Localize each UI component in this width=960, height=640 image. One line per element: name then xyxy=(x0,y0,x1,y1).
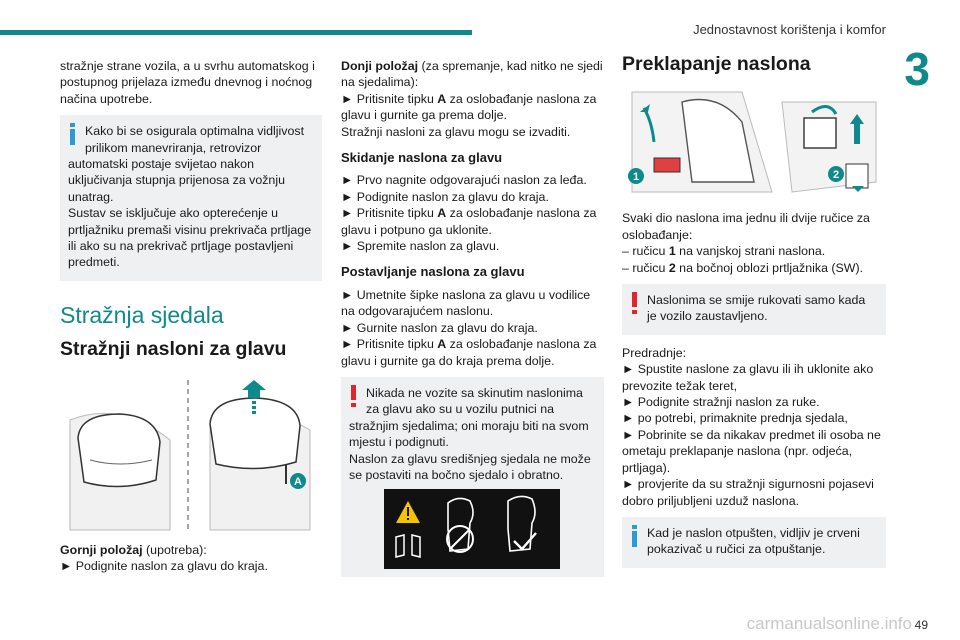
folding-title: Preklapanje naslona xyxy=(622,53,811,75)
column-right xyxy=(622,53,886,578)
upper-position-label: Gornji položaj xyxy=(60,542,143,557)
column-left xyxy=(60,58,322,583)
handle-prefix: – ručicu xyxy=(622,260,669,275)
lower-position-text xyxy=(341,58,604,91)
upper-position-rest: (upotreba): xyxy=(142,542,207,557)
info-note-right xyxy=(622,517,886,568)
info-note-text: pokazivač u ručici za otpuštanje. xyxy=(647,542,826,557)
info-note-lead: Kako bi se osigurala optimalna vidljivost prilikom manevriranja, retrovizor xyxy=(85,124,305,155)
upper-position-step: ► Podignite naslon za glavu do kraja. xyxy=(60,559,268,574)
chapter-number: 3 xyxy=(904,43,930,95)
info-note-lead: Kad je naslon otpušten, vidljiv je crveni xyxy=(647,525,860,540)
info-note-text-2: Sustav se isključuje ako opterećenje u prtljažniku premaši visinu prekrivača prtljage ili ako su na prekrivač prtljage postavljeni predmeti. xyxy=(68,206,312,270)
prep-step-4: ► Pobrinite se da nikakav predmet ili osoba ne ometaju preklapanje naslona (npr. odjeća, prtljaga). xyxy=(622,427,881,475)
install-title: Postavljanje naslona za glavu xyxy=(341,264,525,280)
handle-number: 2 xyxy=(668,260,676,275)
step-suffix: za oslobađanje naslona za glavu i gurnite ga prema dolje. xyxy=(341,91,597,123)
install-step-3 xyxy=(341,336,604,369)
prep-step-3: ► po potrebi, primaknite prednja sjedala, xyxy=(622,411,848,426)
handle-prefix: – ručicu xyxy=(622,244,669,259)
prep-step-5: ► provjerite da su stražnji sigurnosni pojasevi dobro priljubljeni uzduž naslona. xyxy=(622,477,874,508)
header-accent-bar xyxy=(0,30,472,35)
warning-note-text-2: Naslon za glavu središnjeg sjedala ne može se postaviti na bočno sjedalo i obratno. xyxy=(349,451,591,482)
removable-note: Stražnji nasloni za glavu mogu se izvaditi. xyxy=(341,124,571,139)
footer-watermark: carmanualsonline.info xyxy=(746,614,912,633)
removal-step-1: ► Prvo nagnite odgovarajući naslon za leđa. xyxy=(341,173,587,188)
lower-position-label: Donji položaj xyxy=(341,59,419,73)
handle-suffix: na vanjskoj strani naslona. xyxy=(675,244,826,259)
label-a: A xyxy=(294,475,302,488)
key-a: A xyxy=(437,337,447,352)
removal-step-3 xyxy=(341,205,604,238)
key-a: A xyxy=(437,91,447,106)
warning-note-lead: Naslonima se smije rukovati samo kada xyxy=(647,293,866,308)
handle-1-text xyxy=(622,243,886,259)
warning-icon xyxy=(632,292,637,314)
info-icon xyxy=(70,123,75,145)
page-number: 49 xyxy=(914,618,928,632)
warning-note-text: stražnjim sjedalima; oni moraju biti na svom mjestu i podignuti. xyxy=(349,418,589,450)
prep-step-2: ► Podignite stražnji naslon za ruke. xyxy=(622,395,820,410)
removal-step-2: ► Podignite naslon za glavu do kraja. xyxy=(341,189,549,204)
upper-position-text xyxy=(60,542,322,558)
section-title: Stražnja sjedala xyxy=(60,301,224,328)
info-note xyxy=(60,115,322,281)
step-prefix: ► Pritisnite tipku xyxy=(341,337,438,352)
handle-suffix: na bočnoj oblozi prtljažnika (SW). xyxy=(675,260,864,275)
info-icon xyxy=(632,525,637,547)
install-step-1: ► Umetnite šipke naslona za glavu u vodilice na odgovarajućem naslonu. xyxy=(341,287,591,319)
subsection-title: Stražnji nasloni za glavu xyxy=(60,338,287,361)
removal-step-4: ► Spremite naslon za glavu. xyxy=(341,239,500,254)
removal-title: Skidanje naslona za glavu xyxy=(341,150,503,166)
label-1: 1 xyxy=(633,171,640,184)
step-suffix: za oslobađanje naslona za glavu i potpuno ga uklonite. xyxy=(341,206,597,237)
handle-number: 1 xyxy=(668,244,676,259)
preparation-label: Predradnje: xyxy=(622,345,687,360)
step-prefix: ► Pritisnite tipku xyxy=(341,91,438,106)
handle-2-text xyxy=(622,260,886,276)
info-note-text: automatski postaje svijetao nakon uključivanja stupnja prijenosa za vožnju unatrag. xyxy=(68,157,285,204)
prep-step-1: ► Spustite naslone za glavu ili ih uklonite ako prevozite težak teret, xyxy=(622,362,874,393)
warning-pictogram xyxy=(384,489,560,569)
warning-note xyxy=(341,377,604,577)
warning-note-lead: Nikada ne vozite sa skinutim naslonima za glavu ako su u vozilu putnici na xyxy=(366,385,583,417)
label-2: 2 xyxy=(833,169,840,182)
seat-folding-illustration xyxy=(622,82,886,202)
install-step-2: ► Gurnite naslon za glavu do kraja. xyxy=(341,320,538,335)
warning-icon xyxy=(351,385,356,407)
lower-position-rest: (za spremanje, kad nitko ne sjedi na sjedalima): xyxy=(341,59,603,90)
key-a: A xyxy=(437,206,447,221)
handles-text: Svaki dio naslona ima jednu ili dvije ručice za oslobađanje: xyxy=(622,211,870,242)
lower-position-step xyxy=(341,91,604,124)
headrest-illustration xyxy=(60,380,322,532)
warning-note-right xyxy=(622,284,886,335)
warning-note-text: je vozilo zaustavljeno. xyxy=(647,309,768,324)
step-prefix: ► Pritisnite tipku xyxy=(341,206,438,221)
column-middle xyxy=(341,58,604,587)
intro-paragraph: stražnje strane vozila, a u svrhu automatskog i postupnog prijelaza između dnevnog i noćnog načina upotrebe. xyxy=(60,59,315,106)
step-suffix: za oslobađanje naslona za glavu i gurnite ga do kraja prema dolje. xyxy=(341,337,597,368)
chapter-header-title: Jednostavnost korištenja i komfor xyxy=(693,22,886,37)
